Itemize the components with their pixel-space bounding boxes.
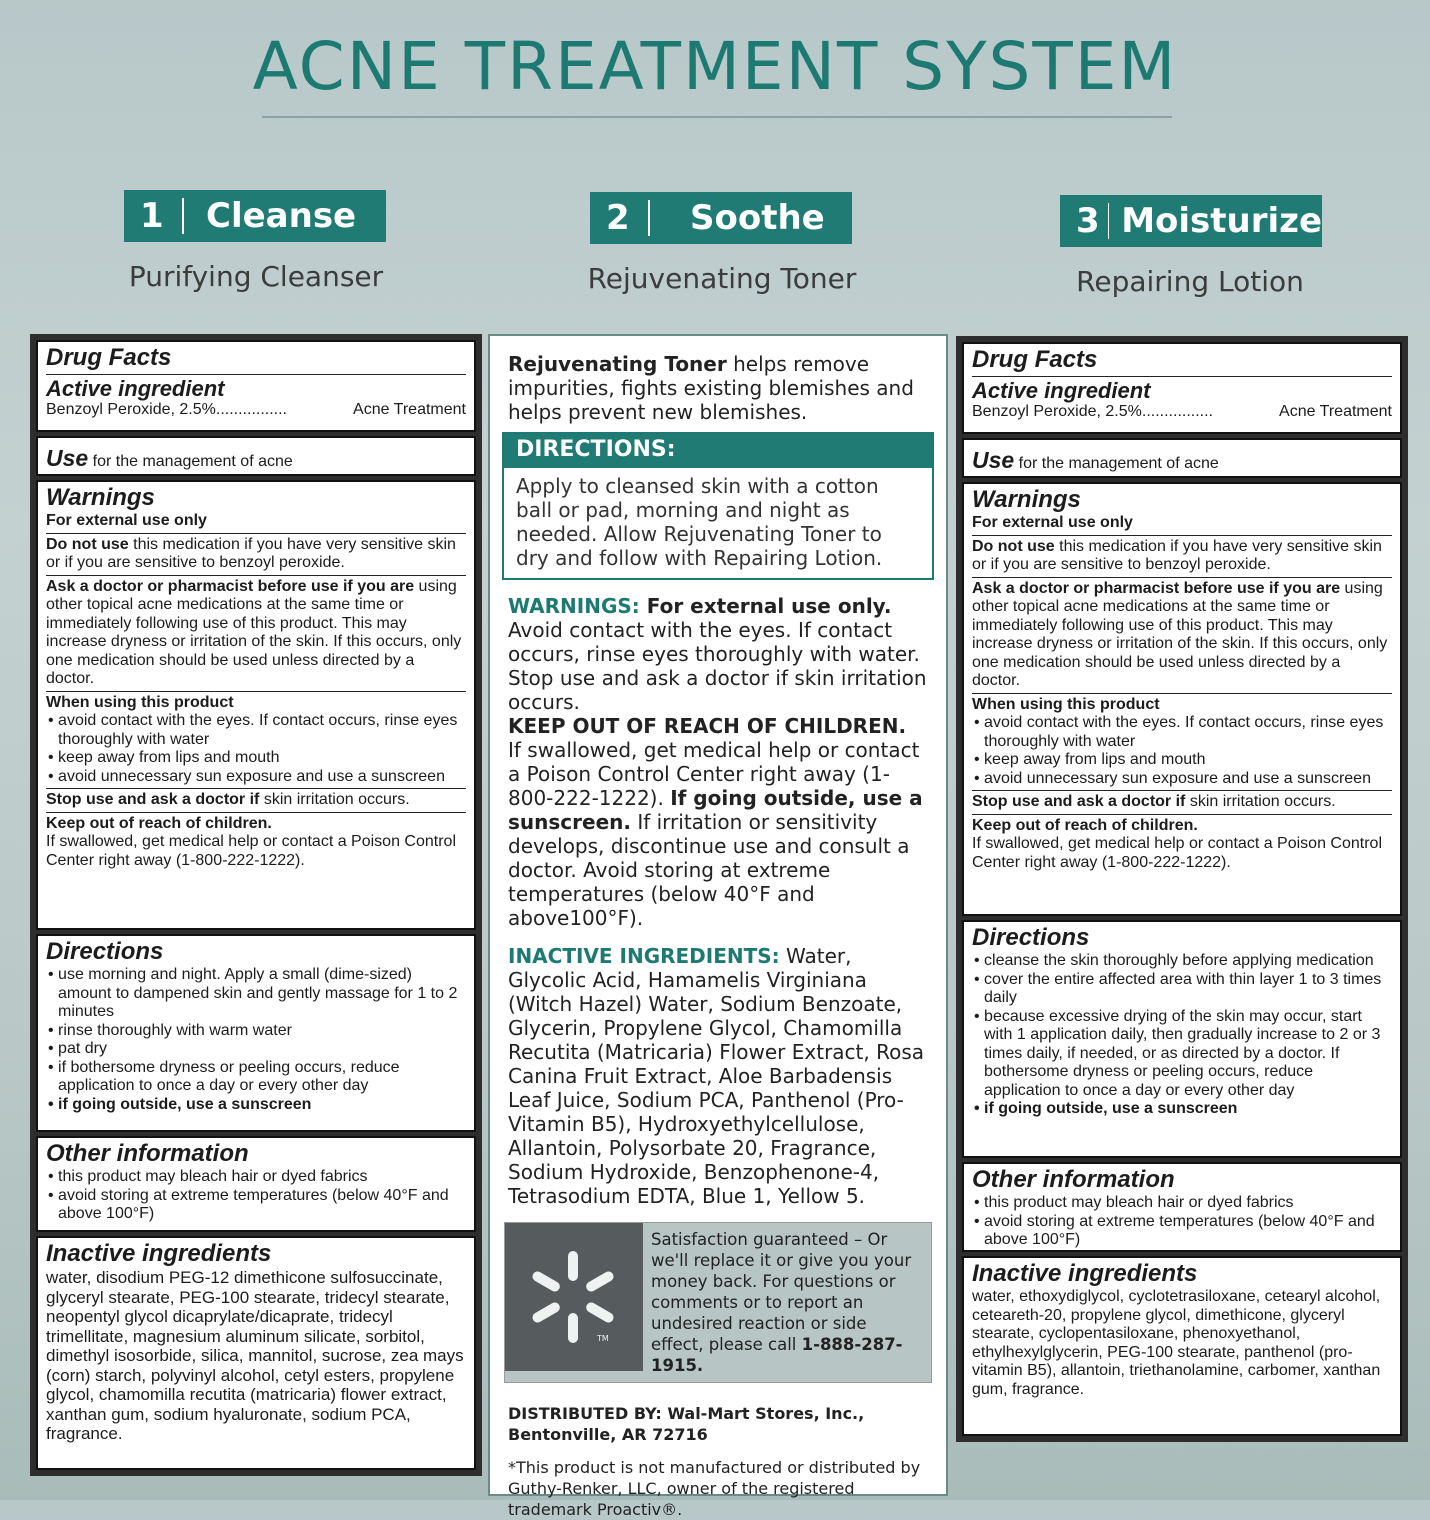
list-item: • keep away from lips and mouth [48,749,280,766]
list-item: • because excessive drying of the skin may occur, start with 1 application daily, then gradually increase to 2 or 3 times daily, if needed, or as directed by a doctor. If bothersome dryness or peeling occurs, reduce application to once a day or every other day [974,1007,1381,1099]
external-use-text: For external use only [972,514,1133,531]
distributor-line-2: Bentonville, AR 72716 [508,1425,708,1444]
keep-out-label: Keep out of reach of children. [972,816,1198,834]
list-item: • avoid unnecessary sun exposure and use a sunscreen [974,769,1371,787]
step-1-number: 1 [140,196,164,236]
step-3-label: Moisturize [1121,201,1322,241]
cleanser-use-box [36,436,476,476]
toner-warnings [508,594,928,714]
step-1-badge [124,190,386,242]
lotion-directions-box [962,920,1402,1158]
lotion-warnings-box [962,482,1402,916]
toner-intro-text: helps remove impurities, fights existing blemishes and helps prevent new blemishes. [508,352,914,424]
when-using-label: When using this product [972,695,1160,713]
step-3-product: Repairing Lotion [1076,265,1304,298]
leader-dots: ................ [215,401,287,418]
toner-directions-text: Apply to cleansed skin with a cotton ball or pad, morning and night as needed. Allow Rejuvenating Toner to dry and follow with Repairing Lotion. [516,474,883,570]
toner-panel [488,334,948,1519]
stop-use-label: Stop use and ask a doctor if [972,793,1186,810]
leader-dots: ................ [1141,403,1213,420]
do-not-use-text: this medication if you have very sensitive skin or if you are sensitive to benzoyl peroxide. [972,537,1382,573]
page-title: ACNE TREATMENT SYSTEM [252,28,1178,105]
toner-intro [508,352,928,424]
keep-out-text: If swallowed, get medical help or contact a Poison Control Center right away (1-800-222-1222). [972,835,1382,871]
step-1-product: Purifying Cleanser [128,260,384,293]
use-text: for the management of acne [88,453,293,470]
walmart-spark-logo [505,1223,643,1371]
cleanser-other-info-box [36,1136,476,1232]
stop-use-label: Stop use and ask a doctor if [46,791,260,808]
step-2-label: Soothe [690,198,825,238]
list-item: • avoid contact with the eyes. If contact occurs, rinse eyes thoroughly with water [974,714,1384,750]
active-ingredient-heading: Active ingredient [972,378,1151,403]
toner-keep-out-heading: KEEP OUT OF REACH OF CHILDREN. [508,714,907,738]
list-item: • cleanse the skin thoroughly before applying medication [974,952,1374,969]
distributor-line-1: DISTRIBUTED BY: Wal-Mart Stores, Inc., [508,1404,865,1423]
do-not-use-text: this medication if you have very sensitive skin or if you are sensitive to benzoyl peroxide. [46,535,456,571]
lotion-inactive-box [962,1256,1402,1436]
title-divider [262,116,1172,118]
drug-facts-heading: Drug Facts [46,344,172,371]
drug-facts-heading: Drug Facts [972,346,1098,373]
toner-sunscreen-text: If irritation or sensitivity develops, discontinue use and consult a doctor. Avoid storing at extreme temperatures (below 40°F and above100°F). [508,810,910,930]
list-item: • avoid contact with the eyes. If contact occurs, rinse eyes thoroughly with water [48,712,458,748]
directions-heading: Directions [972,924,1090,951]
toner-sunscreen-label: If going outside, use a sunscreen. [508,786,923,834]
list-item: • if going outside, use a sunscreen [48,1095,312,1113]
guarantee-phone: 1-888-287-1915. [651,1335,903,1375]
step-divider [648,200,650,236]
list-item: • avoid unnecessary sun exposure and use a sunscreen [48,767,445,785]
toner-inactive-heading: INACTIVE INGREDIENTS: [508,944,780,968]
toner-inactive-text: Water, Glycolic Acid, Hamamelis Virginiana (Witch Hazel) Water, Sodium Benzoate, Glycerin, Propylene Glycol, Chamomilla Recutita (Matricaria) Flower Extract, Rosa Canina Fruit Extract, Aloe Barbadensis Leaf Juice, Sodium PCA, Panthenol (Pro-Vitamin B5), Hydroxyethylcellulose, Allantoin, Polysorbate 20, Fragrance, Sodium Hydroxide, Benzophenone-4, Tetrasodium EDTA, Blue 1, Yellow 5. [508,944,925,1208]
use-heading: Use [46,445,89,471]
toner-directions-heading: DIRECTIONS: [504,434,932,468]
other-info-heading: Other information [46,1140,249,1167]
trademark-disclaimer: *This product is not manufactured or distributed by Guthy-Renker, LLC, owner of the registered trademark Proactiv®. [508,1458,921,1519]
active-ingredient-purpose: Acne Treatment [353,401,466,418]
ask-doctor-label: Ask a doctor or pharmacist before use if you are [46,577,415,595]
do-not-use-label: Do not use [46,535,129,553]
do-not-use-label: Do not use [972,537,1055,555]
active-ingredient-heading: Active ingredient [46,376,225,401]
inactive-heading: Inactive ingredients [46,1240,272,1267]
step-1-label: Cleanse [206,196,357,236]
satisfaction-guarantee-box [504,1222,932,1383]
step-3-badge [1060,195,1322,247]
step-2-number: 2 [606,198,630,238]
list-item: • avoid storing at extreme temperatures (below 40°F and above 100°F) [48,1186,449,1222]
use-heading: Use [972,447,1015,473]
step-2-product: Rejuvenating Toner [587,262,857,295]
active-ingredient-purpose: Acne Treatment [1279,403,1392,420]
list-item: • cover the entire affected area with thin layer 1 to 3 times daily [974,970,1382,1006]
list-item: • pat dry [48,1040,107,1057]
step-3-number: 3 [1076,201,1100,241]
inactive-heading: Inactive ingredients [972,1260,1198,1287]
cleanser-active-ingredient-box [36,340,476,432]
cleanser-directions-box [36,934,476,1132]
toner-warnings-heading: WARNINGS: [508,594,640,618]
external-use-text: For external use only [46,512,207,529]
toner-directions-box [502,432,934,580]
list-item: • keep away from lips and mouth [974,751,1206,768]
toner-keep-out [508,738,928,930]
distributor-info [508,1403,928,1445]
list-item: • this product may bleach hair or dyed fabrics [974,1194,1294,1211]
trademark-symbol: TM [597,1334,609,1343]
toner-warnings-text: Avoid contact with the eyes. If contact occurs, rinse eyes thoroughly with water. Stop use and ask a doctor if skin irritation occurs. [508,618,927,714]
ask-doctor-text: using other topical acne medications at the same time or immediately following use of this product. This may increase dryness or irritation of the skin. If this occurs, only one medication should be used unless directed by a doctor. [46,577,462,687]
cleanser-warnings-box [36,480,476,930]
list-item: • use morning and night. Apply a small (dime-sized) amount to dampened skin and gently massage for 1 to 2 minutes [48,966,458,1020]
warnings-heading: Warnings [46,484,155,511]
directions-heading: Directions [46,938,164,965]
guarantee-body: Satisfaction guaranteed – Or we'll replace it or give you your money back. For questions or comments or to report an undesired reaction or side effect, please call [651,1230,912,1354]
keep-out-text: If swallowed, get medical help or contact a Poison Control Center right away (1-800-222-1222). [46,833,456,869]
inactive-text: water, ethoxydiglycol, cyclotetrasiloxane, cetearyl alcohol, ceteareth-20, propylene glycol, dimethicone, glyceryl stearate, cyclopentasiloxane, phenoxyethanol, ethylhexylglycerin, PEG-100 stearate, panthenol (pro-vitamin B5), allantoin, triethanolamine, carbomer, xanthan gum, fragrance. [972,1288,1381,1398]
ask-doctor-text: using other topical acne medications at the same time or immediately following use of this product. This may increase dryness or irritation of the skin. If this occurs, only one medication should be used unless directed by a doctor. [972,579,1388,689]
spark-icon [505,1223,643,1371]
ask-doctor-label: Ask a doctor or pharmacist before use if you are [972,579,1341,597]
stop-use-text: skin irritation occurs. [259,791,410,808]
toner-external-use: For external use only. [639,594,892,618]
warnings-heading: Warnings [972,486,1081,513]
toner-inactive [508,944,928,1208]
toner-keep-out-text: If swallowed, get medical help or contact a Poison Control Center right away (1-800-222-1222). [508,738,920,810]
active-ingredient-name: Benzoyl Peroxide, 2.5% [972,403,1142,420]
keep-out-label: Keep out of reach of children. [46,814,272,832]
lotion-use-box [962,438,1402,478]
use-text: for the management of acne [1014,455,1219,472]
step-divider [182,198,184,234]
step-divider [1108,203,1109,239]
list-item: • this product may bleach hair or dyed fabrics [48,1168,368,1185]
inactive-text: water, disodium PEG-12 dimethicone sulfosuccinate, glyceryl stearate, PEG-100 stearate, tridecyl stearate, neopentyl glycol dicaprylate/dicaprate, tridecyl trimellitate, magnesium aluminum silicate, sorbitol, dimethyl isosorbide, silica, mannitol, sucrose, zea mays (corn) starch, polyvinyl alcohol, cetyl esters, propylene glycol, chamomilla recutita (matricaria) flower extract, xanthan gum, sodium hyaluronate, sodium PCA, fragrance. [46,1268,464,1443]
other-info-heading: Other information [972,1166,1175,1193]
list-item: • rinse thoroughly with warm water [48,1021,292,1039]
toner-name: Rejuvenating Toner [508,352,727,376]
list-item: • if going outside, use a sunscreen [974,1100,1238,1117]
guarantee-text [643,1223,931,1382]
list-item: • if bothersome dryness or peeling occurs, reduce application to once a day or every other day [48,1058,400,1094]
stop-use-text: skin irritation occurs. [1185,793,1336,810]
step-2-badge [590,192,852,244]
when-using-label: When using this product [46,693,234,711]
active-ingredient-name: Benzoyl Peroxide, 2.5% [46,401,216,418]
lotion-active-ingredient-box [962,342,1402,434]
cleanser-inactive-box [36,1236,476,1470]
lotion-other-info-box [962,1162,1402,1252]
list-item: • avoid storing at extreme temperatures (below 40°F and above 100°F) [974,1212,1375,1248]
